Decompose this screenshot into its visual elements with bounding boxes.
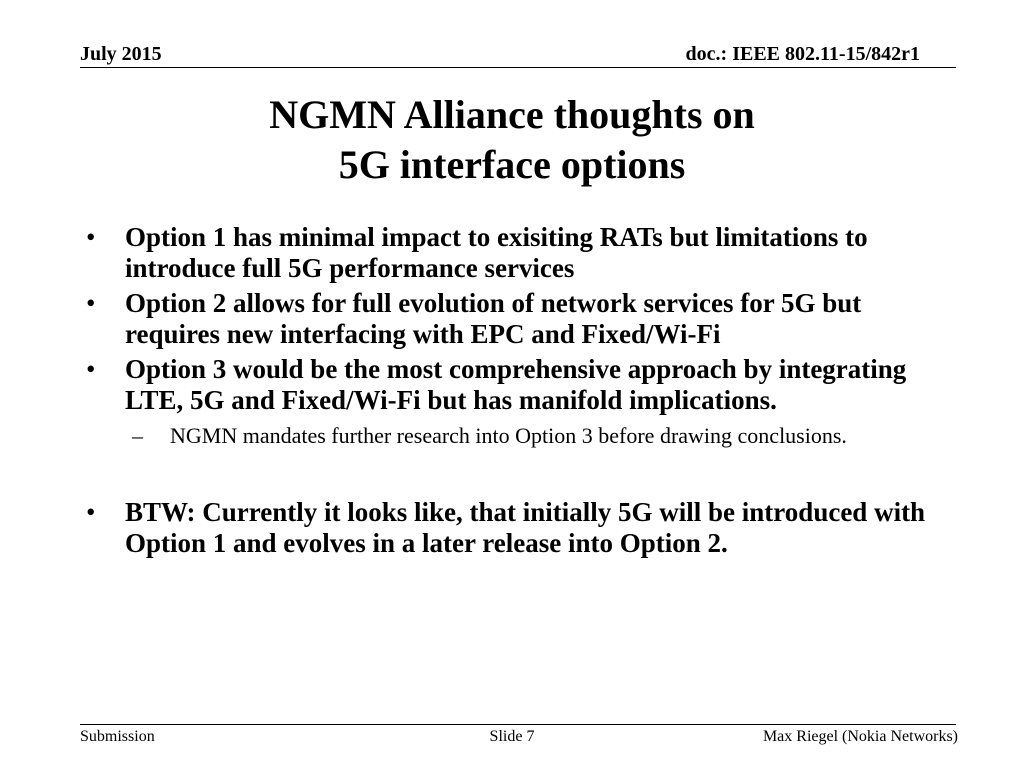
dash-icon: – xyxy=(132,423,143,448)
bullet-btw xyxy=(80,497,950,559)
bullet-dot-icon: • xyxy=(86,288,96,318)
bullet-option-1 xyxy=(80,222,950,284)
bullet-text: Option 2 allows for full evolution of network services for 5G but requires new interfacing with EPC and Fixed/Wi-Fi xyxy=(125,288,862,349)
header-doc-id: doc.: IEEE 802.11-15/842r1 xyxy=(685,43,920,65)
slide-title-line-1: NGMN Alliance thoughts on xyxy=(269,92,755,137)
footer-slide-number: Slide 7 xyxy=(489,728,535,745)
bullet-list xyxy=(80,222,950,563)
header-date: July 2015 xyxy=(80,43,162,65)
footer-divider xyxy=(80,724,956,725)
slide-title-line-2: 5G interface options xyxy=(338,142,686,187)
bullet-dot-icon: • xyxy=(86,222,96,252)
footer-submission: Submission xyxy=(80,728,155,745)
bullet-option-2 xyxy=(80,288,950,350)
sub-bullet-ngmn xyxy=(80,422,950,449)
bullet-dot-icon: • xyxy=(86,354,96,384)
sub-bullet-text: NGMN mandates further research into Option 3 before drawing conclusions. xyxy=(170,423,847,448)
bullet-text: Option 1 has minimal impact to exisiting RATs but limitations to introduce full 5G performance services xyxy=(125,222,868,283)
footer-author: Max Riegel (Nokia Networks) xyxy=(762,728,958,745)
slide-title xyxy=(0,90,1024,190)
bullet-text: Option 3 would be the most comprehensive approach by integrating LTE, 5G and Fixed/Wi-Fi but has manifold implications. xyxy=(125,354,907,415)
bullet-text: BTW: Currently it looks like, that initially 5G will be introduced with Option 1 and evolves in a later release into Option 2. xyxy=(125,497,926,558)
bullet-option-3 xyxy=(80,354,950,416)
header-divider xyxy=(80,67,956,68)
bullet-dot-icon: • xyxy=(86,497,96,527)
